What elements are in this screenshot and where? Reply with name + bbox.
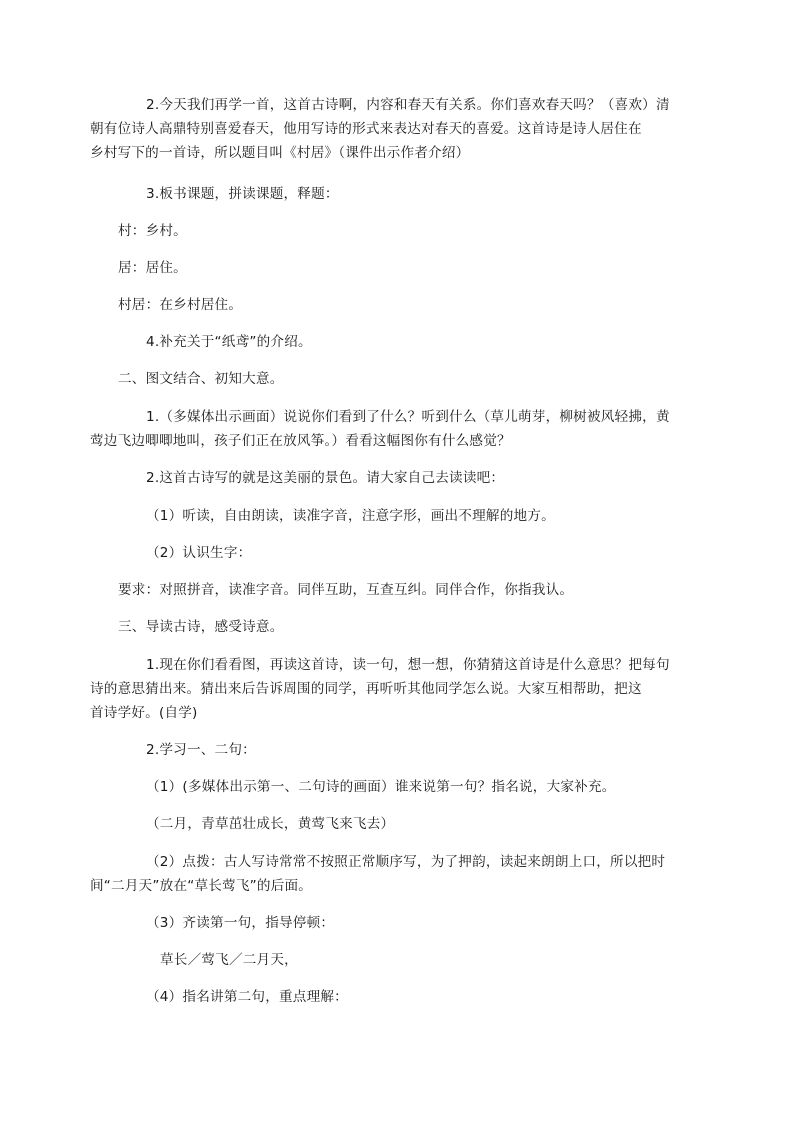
paragraph-line-meaning: （二月，青草茁壮成长，黄莺飞来飞去） [146, 816, 395, 832]
paragraph-pause-example: 草长／莺飞／二月天， [160, 952, 298, 968]
paragraph-requirements: 要求：对照拼音，读准字音。同伴互助，互查互纠。同伴合作，你指我认。 [118, 582, 574, 598]
section-heading-3: 三、导读古诗，感受诗意。 [118, 619, 284, 635]
paragraph-learn-lines: 2.学习一、二句： [146, 742, 256, 758]
paragraph-step-2: （2）认识生字： [146, 545, 252, 561]
text-line: 莺边飞边唧唧地叫，孩子们正在放风筝。）看看这幅图你有什么感觉？ [90, 433, 511, 449]
paragraph-step-1: （1）听读，自由朗读，读准字音，注意字形，画出不理解的地方。 [146, 508, 555, 524]
text-line: 1.（多媒体出示画面）说说你们看到了什么？听到什么（草儿萌芽，柳树被风轻拂，黄 [146, 409, 670, 425]
text-line: 1.现在你们看看图，再读这首诗，读一句，想一想，你猜猜这首诗是什么意思？把每句 [146, 657, 670, 673]
paragraph-ju: 居：居住。 [118, 260, 187, 276]
paragraph-read-poem: 2.这首古诗写的就是这美丽的景色。请大家自己去读读吧： [146, 470, 505, 486]
paragraph-second-line: （4）指名讲第二句，重点理解： [146, 989, 348, 1005]
text-line: （2）点拨：古人写诗常常不按照正常顺序写，为了押韵，读起来朗朗上口，所以把时 [146, 854, 666, 870]
paragraph-title-board: 3.板书课题，拼读课题，释题： [146, 186, 339, 202]
text-line: 2.今天我们再学一首，这首古诗啊，内容和春天有关系。你们喜欢春天吗？（喜欢）清 [146, 97, 670, 113]
paragraph-kite-intro: 4.补充关于“纸鸢”的介绍。 [146, 334, 312, 350]
text-line: 首诗学好。(自学) [90, 705, 198, 721]
paragraph-cunju: 村居：在乡村居住。 [118, 297, 243, 313]
paragraph-read-together: （3）齐读第一句，指导停顿： [146, 915, 335, 931]
paragraph-cun: 村：乡村。 [118, 223, 187, 239]
paragraph-learn-step-1: （1）(多媒体出示第一、二句诗的画面）谁来说第一句？指名说，大家补充。 [146, 779, 616, 795]
text-line: 诗的意思猜出来。猜出来后告诉周围的同学，再听听其他同学怎么说。大家互相帮助，把这 [90, 681, 642, 697]
paragraph-guess-meaning [90, 653, 680, 725]
text-line: 乡村写下的一首诗，所以题目叫《村居》（课件出示作者介绍） [90, 145, 470, 161]
section-heading-2: 二、图文结合、初知大意。 [118, 371, 284, 387]
paragraph-multimedia-scene [90, 405, 680, 453]
text-line: 朝有位诗人高鼎特别喜爱春天，他用写诗的形式来表达对春天的喜爱。这首诗是诗人居住在 [90, 121, 642, 137]
paragraph-pointer [90, 850, 680, 898]
text-line: 间“二月天”放在“草长莺飞”的后面。 [90, 878, 313, 894]
paragraph-intro-poem [90, 93, 680, 165]
